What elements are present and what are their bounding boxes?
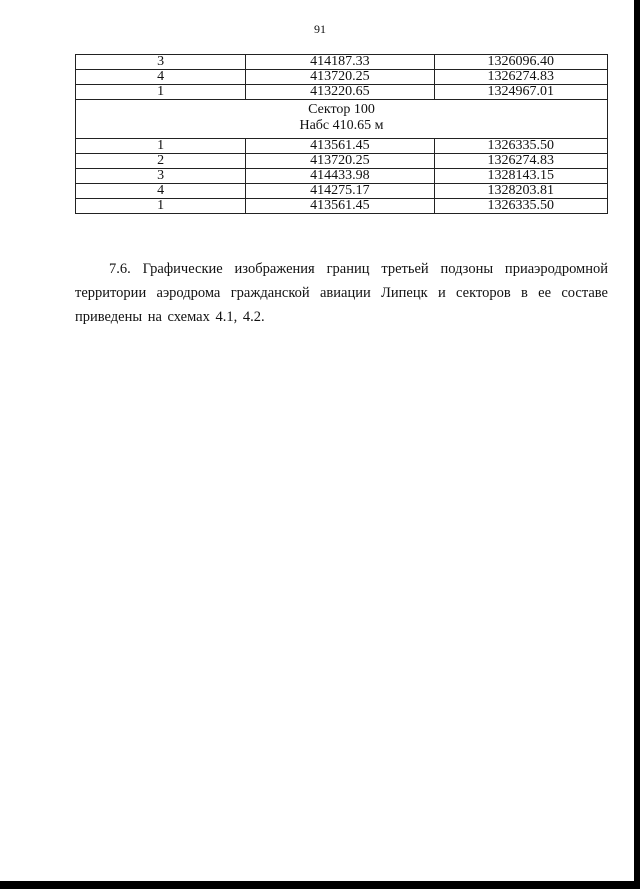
- point-number-cell: 4: [76, 184, 246, 199]
- table-row: [76, 85, 608, 100]
- point-number-cell: 4: [76, 70, 246, 85]
- x-coordinate-cell: 413220.65: [246, 85, 434, 100]
- y-coordinate-cell: 1326335.50: [434, 199, 608, 214]
- table-row: [76, 154, 608, 169]
- table-row: [76, 184, 608, 199]
- coordinates-table: [75, 54, 608, 214]
- x-coordinate-cell: 413720.25: [246, 70, 434, 85]
- point-number-cell: 2: [76, 154, 246, 169]
- y-coordinate-cell: 1326274.83: [434, 70, 608, 85]
- table-row: [76, 70, 608, 85]
- point-number-cell: 1: [76, 139, 246, 154]
- y-coordinate-cell: 1326096.40: [434, 55, 608, 70]
- table-row: [76, 169, 608, 184]
- point-number-cell: 3: [76, 169, 246, 184]
- y-coordinate-cell: 1326335.50: [434, 139, 608, 154]
- table-row: [76, 139, 608, 154]
- body-paragraph: 7.6. Графические изображения границ третьей подзоны приаэродромной территории аэродрома гражданской авиации Липецк и секторов в ее составе приведены на схемах 4.1, 4.2.: [75, 260, 608, 325]
- point-number-cell: 3: [76, 55, 246, 70]
- point-number-cell: 1: [76, 199, 246, 214]
- y-coordinate-cell: 1328143.15: [434, 169, 608, 184]
- y-coordinate-cell: 1328203.81: [434, 184, 608, 199]
- x-coordinate-cell: 413561.45: [246, 199, 434, 214]
- scan-edge-bottom: [0, 881, 640, 889]
- x-coordinate-cell: 414275.17: [246, 184, 434, 199]
- point-number-cell: 1: [76, 85, 246, 100]
- x-coordinate-cell: 414187.33: [246, 55, 434, 70]
- scan-edge-right: [634, 0, 640, 889]
- x-coordinate-cell: 413720.25: [246, 154, 434, 169]
- y-coordinate-cell: 1326274.83: [434, 154, 608, 169]
- x-coordinate-cell: 414433.98: [246, 169, 434, 184]
- x-coordinate-cell: 413561.45: [246, 139, 434, 154]
- table-row: [76, 55, 608, 70]
- table-row: [76, 199, 608, 214]
- sector-height: Набс 410.65 м: [299, 118, 384, 133]
- page-number: 91: [314, 22, 326, 36]
- sector-title: Сектор 100: [308, 102, 375, 117]
- sector-header-cell: [76, 100, 608, 139]
- y-coordinate-cell: 1324967.01: [434, 85, 608, 100]
- sector-header-row: [76, 100, 608, 139]
